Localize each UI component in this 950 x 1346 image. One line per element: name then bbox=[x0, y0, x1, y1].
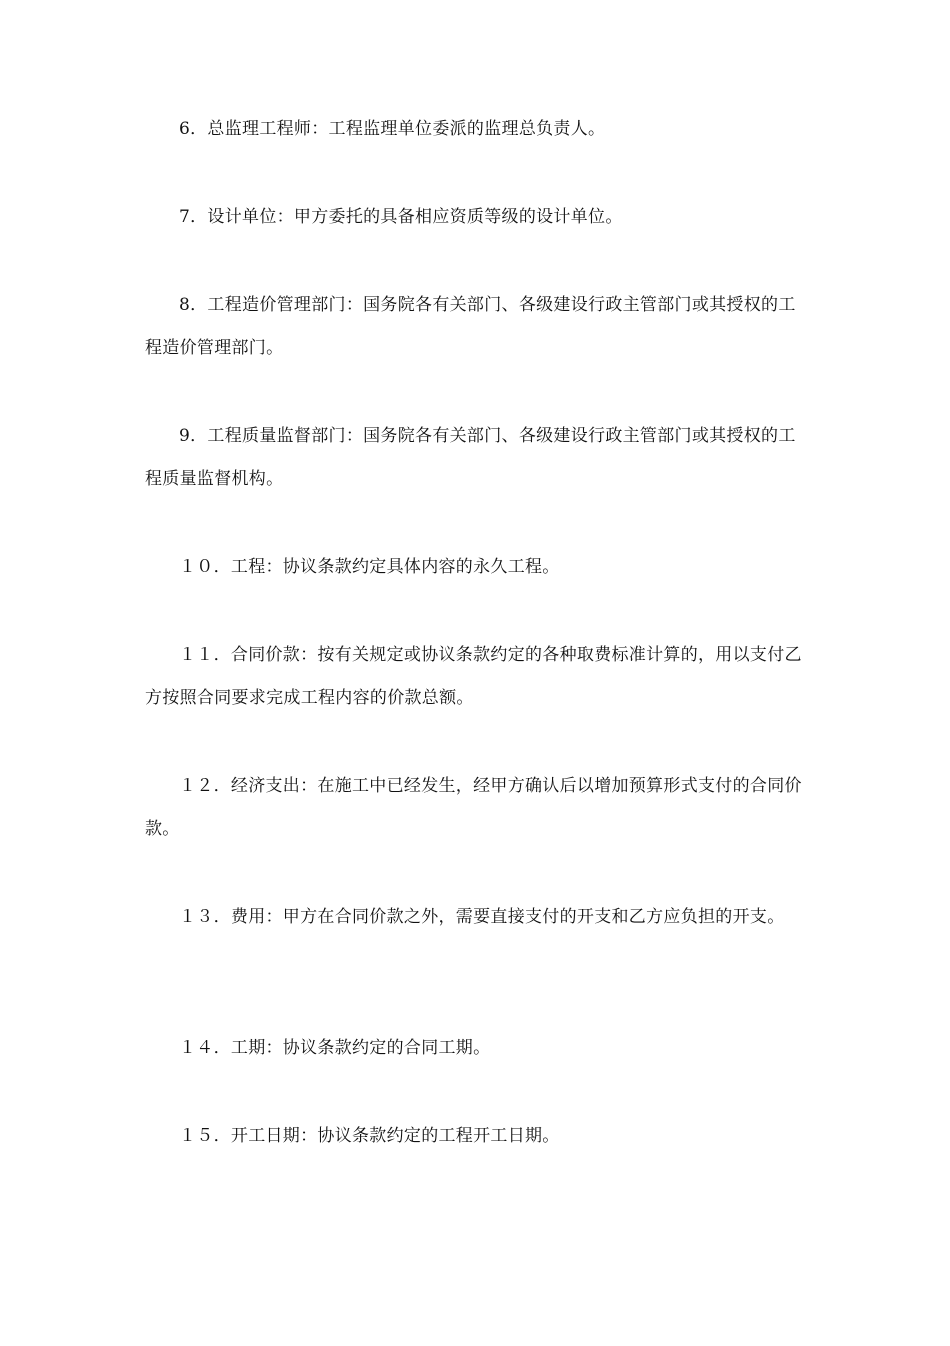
paragraph-item-14: １４．工期：协议条款约定的合同工期。 bbox=[179, 1038, 491, 1058]
paragraph-item-15: １５．开工日期：协议条款约定的工程开工日期。 bbox=[179, 1126, 560, 1146]
paragraph-item-10: １０．工程：协议条款约定具体内容的永久工程。 bbox=[179, 557, 560, 577]
paragraph-item-9: 9．工程质量监督部门：国务院各有关部门、各级建设行政主管部门或其授权的工程质量监督机构。 bbox=[145, 426, 796, 489]
paragraph-item-6: 6．总监理工程师：工程监理单位委派的监理总负责人。 bbox=[179, 119, 606, 139]
paragraph-item-13: １３．费用：甲方在合同价款之外，需要直接支付的开支和乙方应负担的开支。 bbox=[179, 907, 785, 927]
paragraph-item-11: １１．合同价款：按有关规定或协议条款约定的各种取费标准计算的，用以支付乙方按照合同要求完成工程内容的价款总额。 bbox=[145, 645, 802, 708]
paragraph-item-8: 8．工程造价管理部门：国务院各有关部门、各级建设行政主管部门或其授权的工程造价管理部门。 bbox=[145, 295, 796, 358]
paragraph-item-7: 7．设计单位：甲方委托的具备相应资质等级的设计单位。 bbox=[179, 207, 623, 227]
paragraph-item-12: １２．经济支出：在施工中已经发生，经甲方确认后以增加预算形式支付的合同价款。 bbox=[145, 776, 802, 839]
